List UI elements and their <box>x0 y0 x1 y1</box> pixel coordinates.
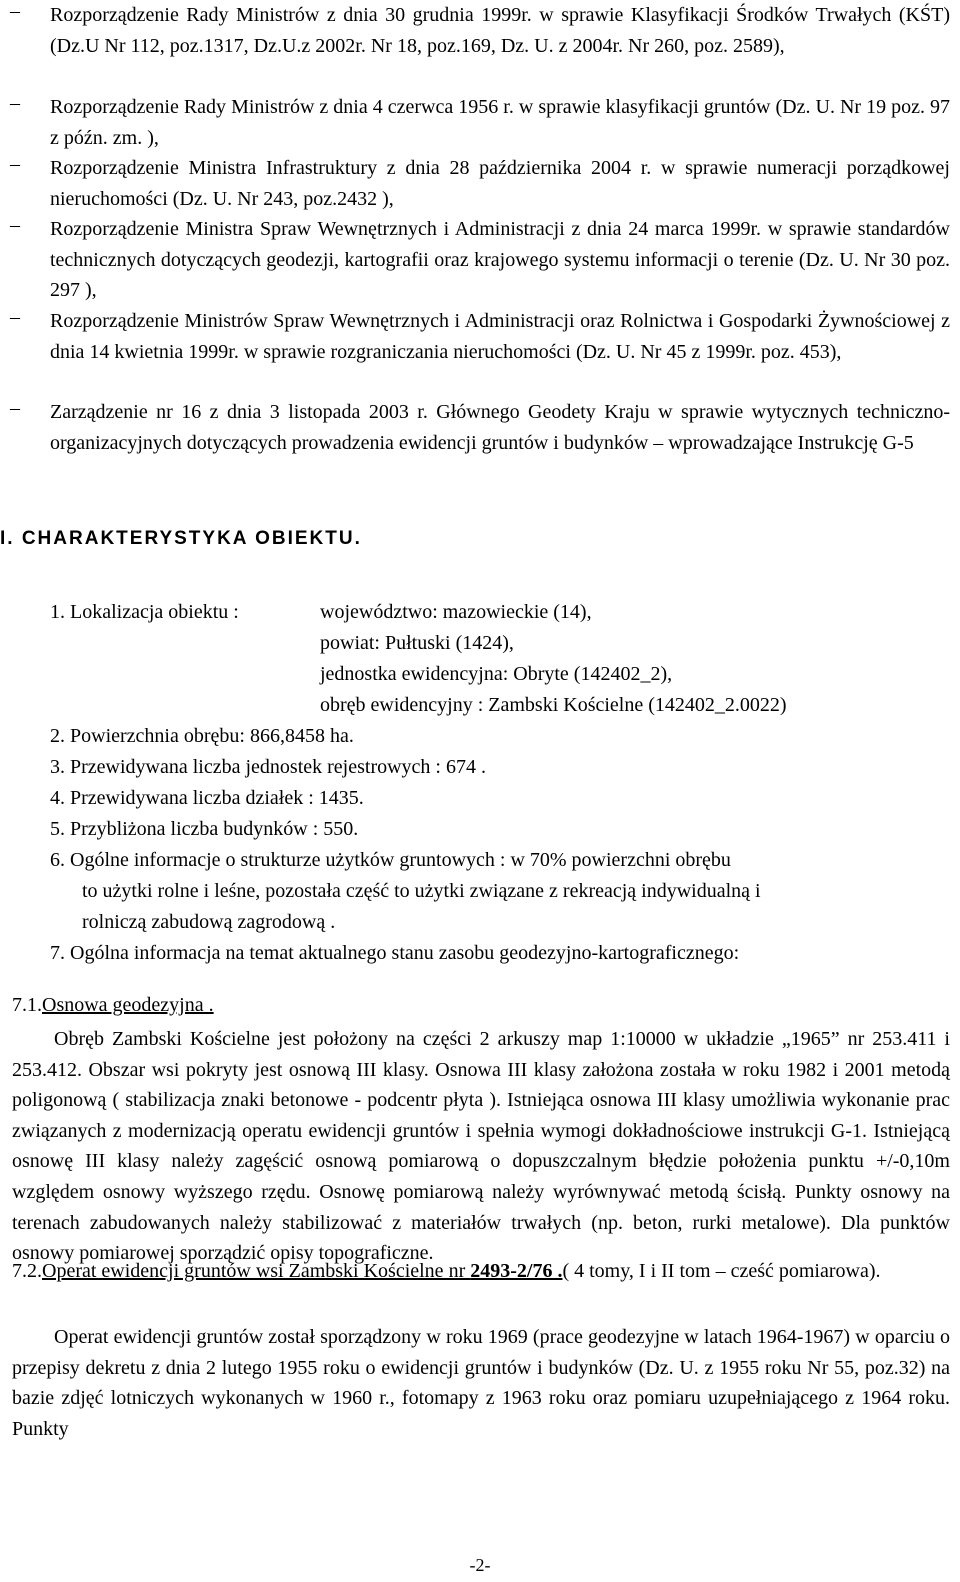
subsection-7-2-title <box>12 1256 950 1286</box>
location-line: jednostka ewidencyjna: Obryte (142402_2), <box>320 663 673 685</box>
subsection-number: 7.2. <box>12 1260 42 1282</box>
subsection-title-note: ( 4 tomy, I i II tom – cześć pomiarowa). <box>562 1260 881 1282</box>
location-line: obręb ewidencyjny : Zambski Kościelne (142402_2.0022) <box>320 694 787 716</box>
legal-item-text: Rozporządzenie Rady Ministrów z dnia 4 czerwca 1956 r. w sprawie klasyfikacji gruntów (Dz. U. Nr 19 poz. 97 z późn. zm. ), <box>50 96 950 149</box>
list-dash: – <box>10 306 20 328</box>
subsection-number: 7.1. <box>12 994 42 1016</box>
legal-item <box>10 153 950 214</box>
fact-row-continued: to użytki rolne i leśne, pozostała część to użytki związane z rekreacją indywidualną i <box>82 880 761 902</box>
subsection-title: Osnowa geodezyjna . <box>42 994 214 1016</box>
location-row <box>50 628 950 659</box>
location-label: 1. Lokalizacja obiektu : <box>50 601 239 623</box>
legal-item-text: Zarządzenie nr 16 z dnia 3 listopada 2003 r. Głównego Geodety Kraju w sprawie wytycznych techniczno-organizacyjnych dotyczących prowadzenia ewidencji gruntów i budynków – wprowadzające Instrukcję G-5 <box>50 401 950 454</box>
fact-row: 7. Ogólna informacja na temat aktualnego stanu zasobu geodezyjno-kartograficznego: <box>50 942 740 964</box>
page-number: -2- <box>469 1555 491 1575</box>
list-dash: – <box>10 153 20 175</box>
legal-item-text: Rozporządzenie Ministrów Spraw Wewnętrznych i Administracji oraz Rolnictwa i Gospodarki Żywnościowej z dnia 14 kwietnia 1999r. w sprawie rozgraniczania nieruchomości (Dz. U. Nr 45 z 1999r. poz. 453), <box>50 310 950 363</box>
fact-row-continued: rolniczą zabudową zagrodową . <box>82 911 336 933</box>
fact-row: 4. Przewidywana liczba działek : 1435. <box>50 787 364 809</box>
fact-row: 2. Powierzchnia obrębu: 866,8458 ha. <box>50 725 354 747</box>
location-row <box>50 690 950 721</box>
legal-item-text: Rozporządzenie Ministra Spraw Wewnętrznych i Administracji z dnia 24 marca 1999r. w sprawie standardów technicznych dotyczących geodezji, kartografii oraz krajowego systemu informacji o terenie (Dz. U. Nr 30 poz. 297 ), <box>50 218 950 301</box>
legal-item-text: Rozporządzenie Ministra Infrastruktury z dnia 28 października 2004 r. w sprawie numeracji porządkowej nieruchomości (Dz. U. Nr 243, poz.2432 ), <box>50 157 950 210</box>
legal-item-text: Rozporządzenie Rady Ministrów z dnia 30 grudnia 1999r. w sprawie Klasyfikacji Środków Trwałych (KŚT) (Dz.U Nr 112, poz.1317, Dz.U.z 2002r. Nr 18, poz.169, Dz. U. z 2004r. Nr 260, poz. 2589), <box>50 4 950 57</box>
object-characteristics <box>50 597 950 969</box>
subsection-title-number: 2493-2/76 . <box>470 1260 563 1282</box>
list-dash: – <box>10 397 20 419</box>
subsection-7-1-title <box>12 990 950 1020</box>
legal-item <box>10 397 950 458</box>
location-row <box>50 659 950 690</box>
fact-row: 3. Przewidywana liczba jednostek rejestrowych : 674 . <box>50 756 486 778</box>
legal-item <box>10 0 950 61</box>
legal-item <box>10 306 950 367</box>
subsection-7-1-body: Obręb Zambski Kościelne jest położony na części 2 arkuszy map 1:10000 w układzie „1965” nr 253.411 i 253.412. Obszar wsi pokryty jest osnową III klasy. Osnowa III klasy założona została w roku 1982 i 2001 metodą poligonową ( stabilizacja znaki betonowe - podcentr płyta ). Istniejąca osnowa III klasy umożliwia wykonanie prac związanych z modernizacją operatu ewidencji gruntów i spełnia wymogi dokładnościowe instrukcji G-1. Istniejącą osnowę III klasy należy zagęścić osnową pomiarową o dopuszczalnym błędzie położenia punktu +/-0,10m względem osnowy wyższego rzędu. Osnowę pomiarową należy wyrównywać metodą ścisłą. Punkty osnowy na terenach zabudowanych należy stabilizować z materiałów trwałych (np. beton, rurki metalowe). Dla punktów osnowy pomiarowej sporządzić opisy topograficzne. <box>12 1028 950 1265</box>
legal-item <box>10 214 950 306</box>
section-heading: I. CHARAKTERYSTYKA OBIEKTU. <box>0 528 362 549</box>
subsection-7-2-body: Operat ewidencji gruntów został sporządzony w roku 1969 (prace geodezyjne w latach 1964-1967) w oparciu o przepisy dekretu z dnia 2 lutego 1955 roku o ewidencji gruntów i budynków (Dz. U. z 1955 roku Nr 55, poz.32) na bazie zdjęć lotniczych wykonanych w 1960 r., fotomapy z 1963 roku oraz pomiaru uzupełniającego z 1964 roku. Punkty <box>12 1326 950 1440</box>
location-line: powiat: Pułtuski (1424), <box>320 632 514 654</box>
list-dash: – <box>10 92 20 114</box>
fact-row: 5. Przybliżona liczba budynków : 550. <box>50 818 359 840</box>
list-dash: – <box>10 214 20 236</box>
subsection-title: Operat ewidencji gruntów wsi Zambski Kościelne nr <box>42 1260 471 1282</box>
location-row <box>50 597 950 628</box>
legal-item <box>10 92 950 153</box>
list-dash: – <box>10 0 20 22</box>
fact-row: 6. Ogólne informacje o strukturze użytków gruntowych : w 70% powierzchni obrębu <box>50 849 731 871</box>
location-line: województwo: mazowieckie (14), <box>320 601 592 623</box>
